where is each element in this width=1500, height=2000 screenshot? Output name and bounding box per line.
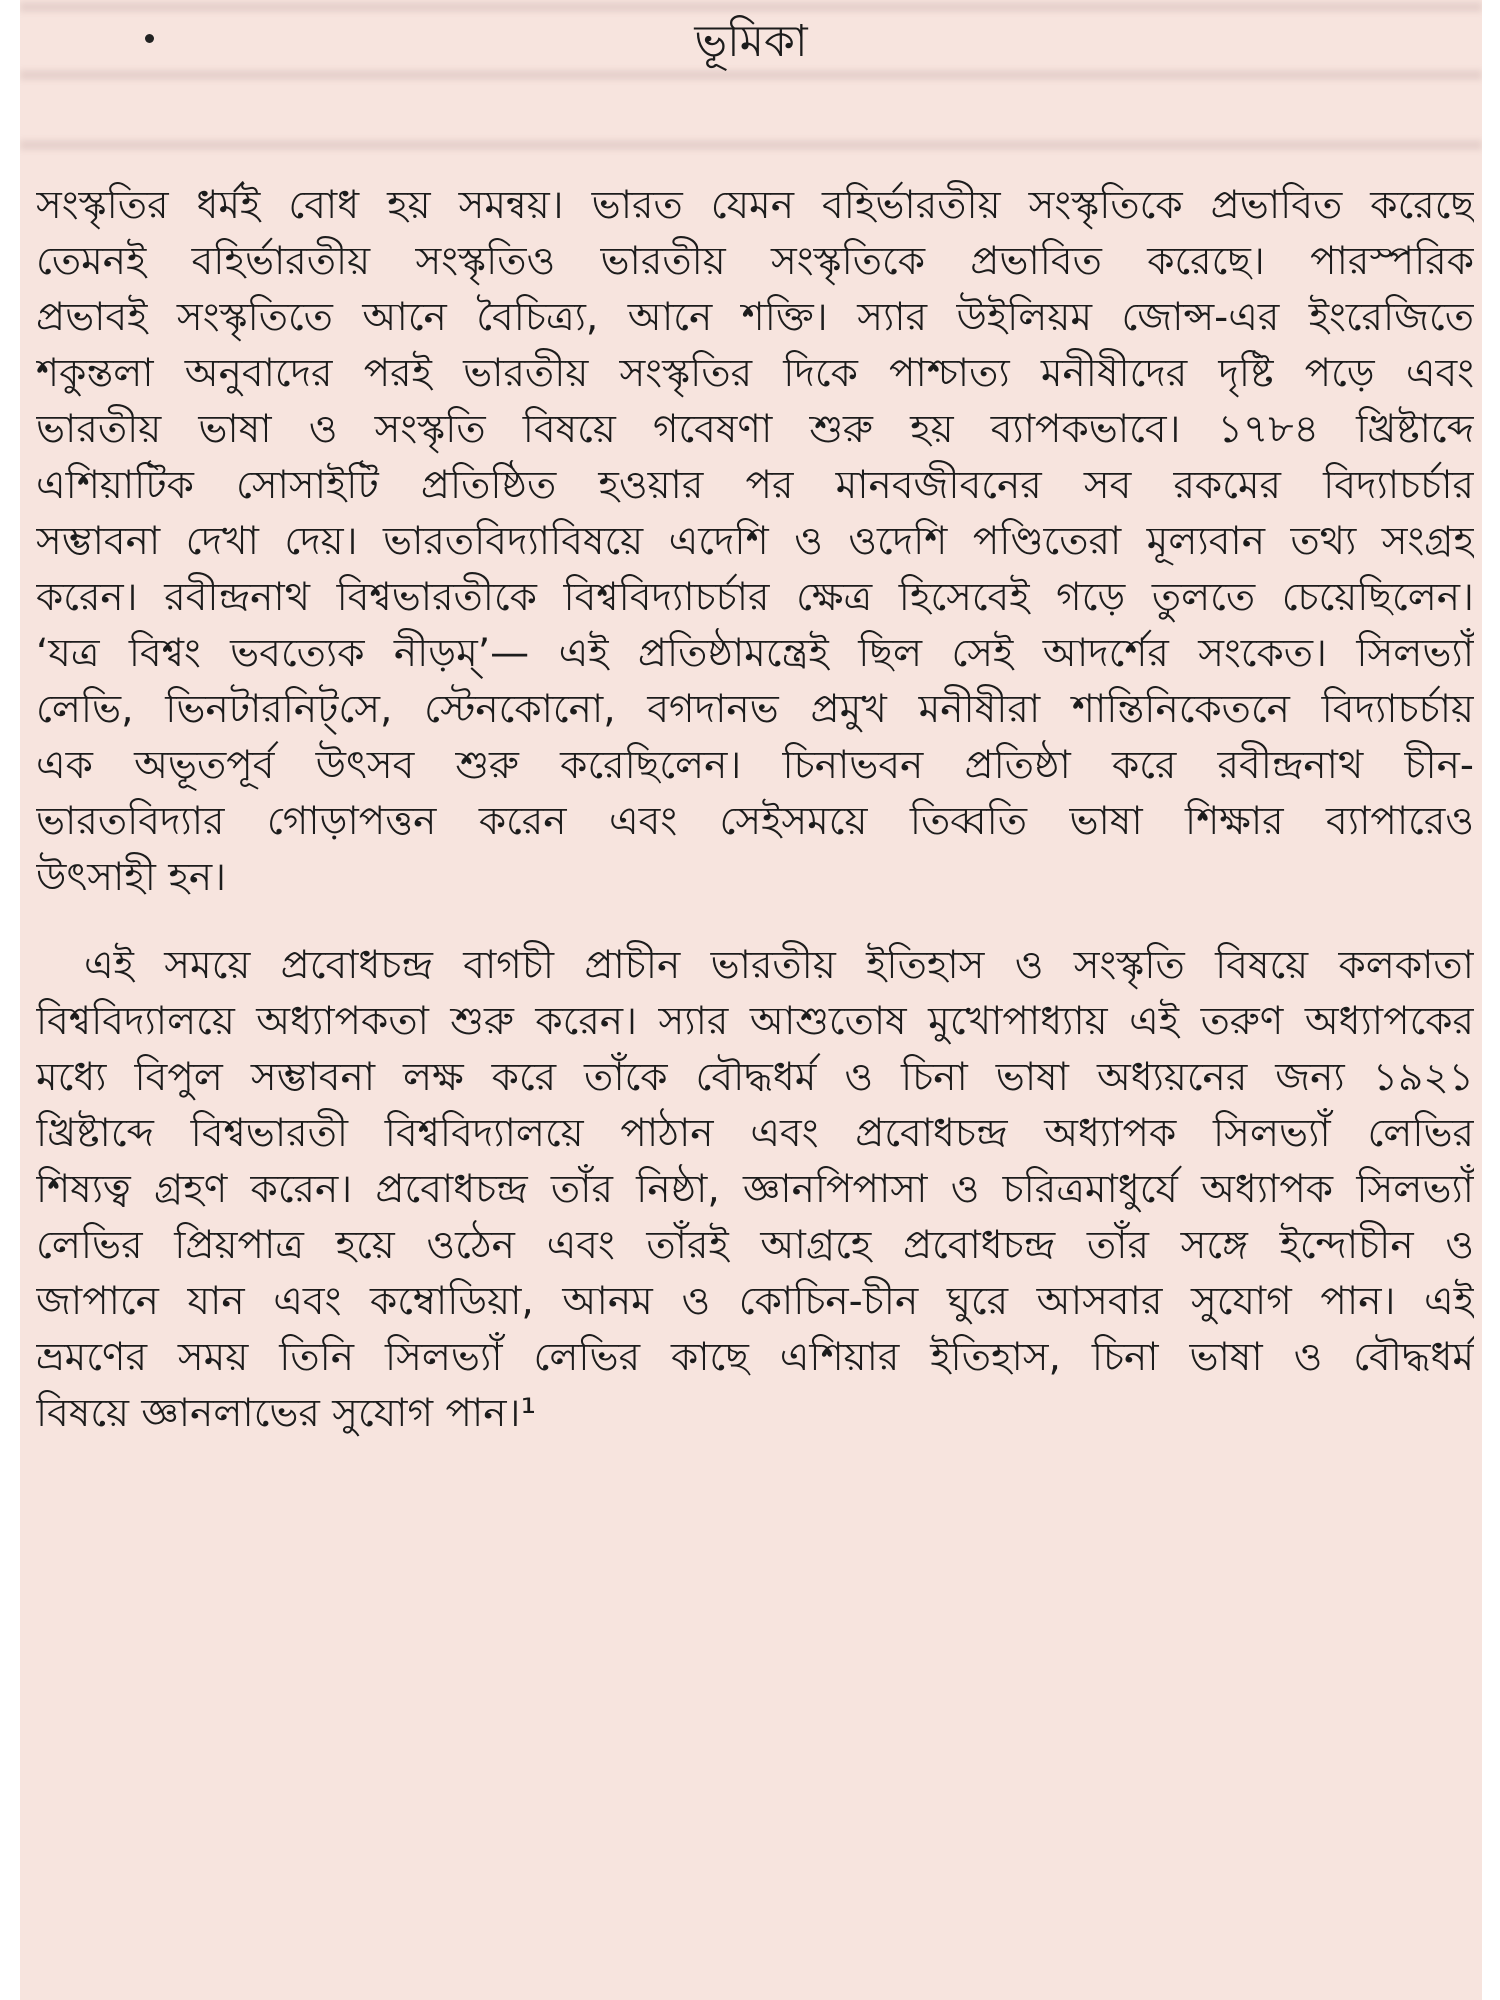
- text-line: খ্রিষ্টাব্দে বিশ্বভারতী বিশ্ববিদ্যালয়ে পাঠান এবং প্রবোধচন্দ্র অধ্যাপক সিলভ্যাঁ লেভির: [36, 1111, 1474, 1156]
- show-through-shadow: [20, 70, 1482, 80]
- text-line: তেমনই বহির্ভারতীয় সংস্কৃতিও ভারতীয় সংস্কৃতিকে প্রভাবিত করেছে। পারস্পরিক: [36, 239, 1474, 284]
- text-line: জাপানে যান এবং কম্বোডিয়া, আনম ও কোচিন-চীন ঘুরে আসবার সুযোগ পান। এই: [36, 1279, 1474, 1324]
- text-line: সম্ভাবনা দেখা দেয়। ভারতবিদ্যাবিষয়ে এদেশি ও ওদেশি পণ্ডিতেরা মূল্যবান তথ্য সংগ্রহ: [36, 519, 1474, 564]
- show-through-shadow: [20, 140, 1482, 150]
- text-line: ‘যত্র বিশ্বং ভবত্যেক নীড়ম্’— এই প্রতিষ্ঠামন্ত্রেই ছিল সেই আদর্শের সংকেত। সিলভ্যাঁ: [36, 631, 1474, 676]
- text-line: প্রভাবই সংস্কৃতিতে আনে বৈচিত্র্য, আনে শক্তি। স্যার উইলিয়ম জোন্স-এর ইংরেজিতে: [36, 295, 1474, 340]
- text-line: সংস্কৃতির ধর্মই বোধ হয় সমন্বয়। ভারত যেমন বহির্ভারতীয় সংস্কৃতিকে প্রভাবিত করেছে: [36, 183, 1474, 228]
- text-line: ভারতীয় ভাষা ও সংস্কৃতি বিষয়ে গবেষণা শুরু হয় ব্যাপকভাবে। ১৭৮৪ খ্রিষ্টাব্দে: [36, 407, 1474, 452]
- book-page: [20, 0, 1482, 2000]
- text-line: এক অভূতপূর্ব উৎসব শুরু করেছিলেন। চিনাভবন প্রতিষ্ঠা করে রবীন্দ্রনাথ চীন-: [36, 743, 1474, 788]
- text-line: ভ্রমণের সময় তিনি সিলভ্যাঁ লেভির কাছে এশিয়ার ইতিহাস, চিনা ভাষা ও বৌদ্ধধর্ম: [36, 1335, 1474, 1380]
- text-line: শকুন্তলা অনুবাদের পরই ভারতীয় সংস্কৃতির দিকে পাশ্চাত্য মনীষীদের দৃষ্টি পড়ে এবং: [36, 351, 1474, 396]
- text-line: বিশ্ববিদ্যালয়ে অধ্যাপকতা শুরু করেন। স্যার আশুতোষ মুখোপাধ্যায় এই তরুণ অধ্যাপকের: [36, 999, 1474, 1044]
- text-line: মধ্যে বিপুল সম্ভাবনা লক্ষ করে তাঁকে বৌদ্ধধর্ম ও চিনা ভাষা অধ্যয়নের জন্য ১৯২১: [36, 1055, 1474, 1100]
- page-heading: ভূমিকা: [694, 16, 808, 67]
- paragraph-2: [36, 938, 1474, 1442]
- text-line: করেন। রবীন্দ্রনাথ বিশ্বভারতীকে বিশ্ববিদ্যাচর্চার ক্ষেত্র হিসেবেই গড়ে তুলতে চেয়েছিলেন।: [36, 575, 1474, 620]
- paragraph-1: [36, 178, 1474, 906]
- text-line: এই সময়ে প্রবোধচন্দ্র বাগচী প্রাচীন ভারতীয় ইতিহাস ও সংস্কৃতি বিষয়ে কলকাতা: [84, 943, 1474, 988]
- text-line: এশিয়াটিক সোসাইটি প্রতিষ্ঠিত হওয়ার পর মানবজীবনের সব রকমের বিদ্যাচর্চার: [36, 463, 1474, 508]
- text-line: লেভি, ভিনটারনিট্‌সে, স্টেনকোনো, বগদানভ প্রমুখ মনীষীরা শান্তিনিকেতনে বিদ্যাচর্চায়: [36, 687, 1474, 732]
- body-text: [36, 178, 1474, 1442]
- text-line: শিষ্যত্ব গ্রহণ করেন। প্রবোধচন্দ্র তাঁর নিষ্ঠা, জ্ঞানপিপাসা ও চরিত্রমাধুর্যে অধ্যাপক সিলভ্যাঁ: [36, 1167, 1474, 1212]
- text-line: উৎসাহী হন।: [36, 855, 227, 900]
- text-line: ভারতবিদ্যার গোড়াপত্তন করেন এবং সেইসময়ে তিব্বতি ভাষা শিক্ষার ব্যাপারেও: [36, 799, 1474, 844]
- show-through-shadow: [20, 2, 1482, 12]
- paragraph-spacer: [36, 906, 1474, 938]
- text-line: লেভির প্রিয়পাত্র হয়ে ওঠেন এবং তাঁরই আগ্রহে প্রবোধচন্দ্র তাঁর সঙ্গে ইন্দোচীন ও: [36, 1223, 1474, 1268]
- text-line: বিষয়ে জ্ঞানলাভের সুযোগ পান।¹: [36, 1391, 537, 1436]
